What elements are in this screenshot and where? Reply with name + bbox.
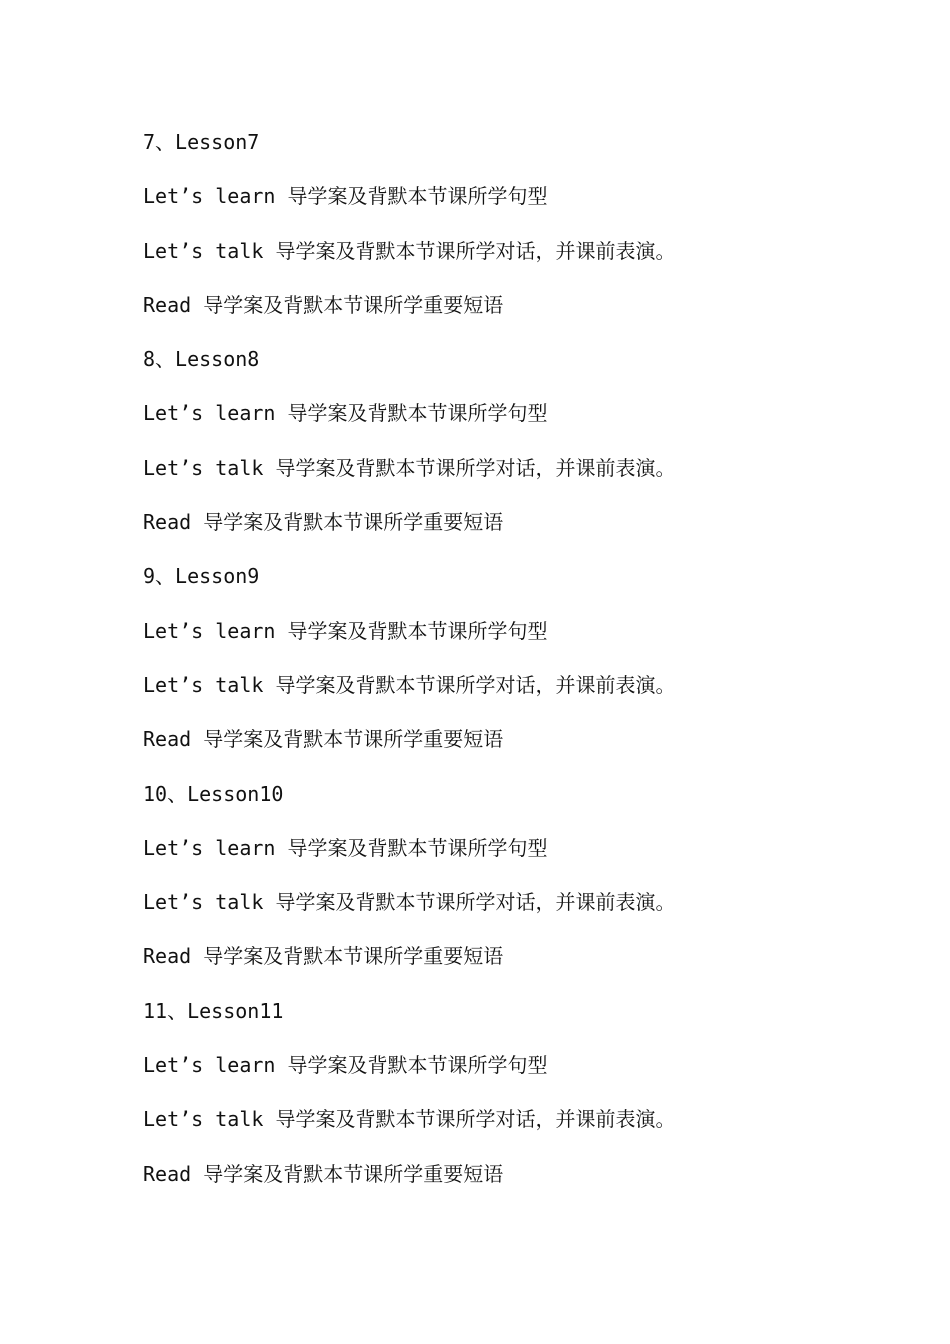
lets-learn-line: Let’s learn 导学案及背默本节课所学句型 xyxy=(143,618,548,643)
lesson-9 xyxy=(143,558,883,775)
read-line: Read 导学案及背默本节课所学重要短语 xyxy=(143,510,504,535)
lesson-list xyxy=(143,124,883,1210)
read-line: Read 导学案及背默本节课所学重要短语 xyxy=(143,292,504,317)
lesson-10 xyxy=(143,776,883,993)
lesson-7 xyxy=(143,124,883,341)
lets-talk-line: Let’s talk 导学案及背默本节课所学对话，并课前表演。 xyxy=(143,672,676,697)
lesson-heading: 11、Lesson11 xyxy=(143,998,284,1023)
lesson-heading: 7、Lesson7 xyxy=(143,130,260,154)
lets-learn-line: Let’s learn 导学案及背默本节课所学句型 xyxy=(143,835,548,860)
lesson-heading: 8、Lesson8 xyxy=(143,347,260,372)
lesson-8 xyxy=(143,341,883,558)
lets-talk-line: Let’s talk 导学案及背默本节课所学对话，并课前表演。 xyxy=(143,890,676,915)
lesson-11 xyxy=(143,993,883,1210)
lets-talk-line: Let’s talk 导学案及背默本节课所学对话，并课前表演。 xyxy=(143,455,676,480)
lets-learn-line: Let’s learn 导学案及背默本节课所学句型 xyxy=(143,401,548,426)
lets-talk-line: Let’s talk 导学案及背默本节课所学对话，并课前表演。 xyxy=(143,238,676,263)
lesson-heading: 10、Lesson10 xyxy=(143,781,284,806)
lesson-heading: 9、Lesson9 xyxy=(143,564,260,589)
read-line: Read 导学案及背默本节课所学重要短语 xyxy=(143,727,504,752)
read-line: Read 导学案及背默本节课所学重要短语 xyxy=(143,1161,504,1186)
read-line: Read 导学案及背默本节课所学重要短语 xyxy=(143,944,504,969)
lets-talk-line: Let’s talk 导学案及背默本节课所学对话，并课前表演。 xyxy=(143,1107,676,1132)
lets-learn-line: Let’s learn 导学案及背默本节课所学句型 xyxy=(143,184,548,209)
lets-learn-line: Let’s learn 导学案及背默本节课所学句型 xyxy=(143,1053,548,1078)
